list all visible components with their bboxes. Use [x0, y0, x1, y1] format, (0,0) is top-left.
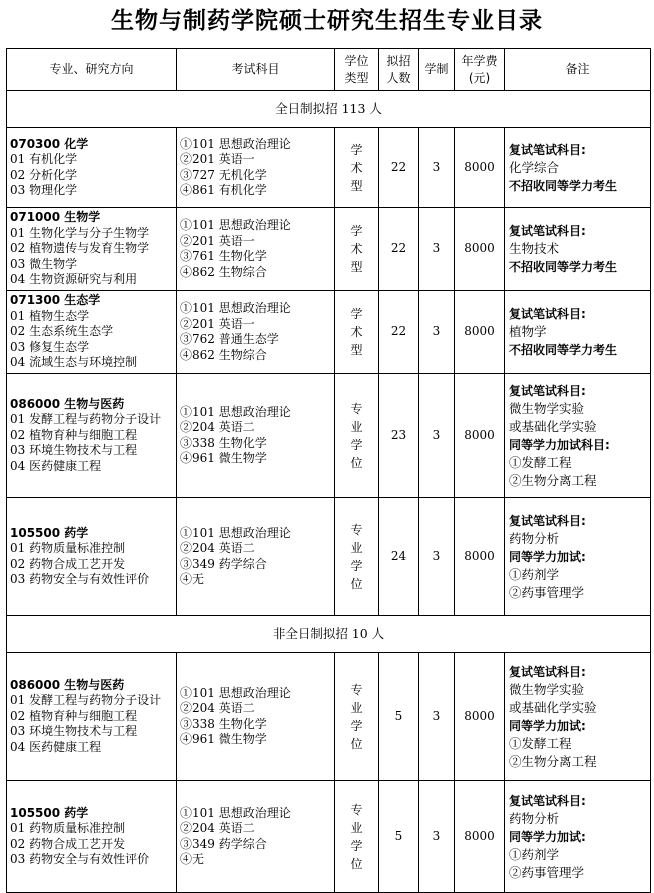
- header-plan-line2: 人数: [386, 70, 411, 85]
- research-direction: 01 生物化学与分子生物学: [10, 225, 150, 240]
- exam-subject: ①101 思想政治理论: [180, 685, 291, 700]
- major-cell: [7, 128, 177, 208]
- header-exam: 考试科目: [177, 49, 335, 91]
- fee-cell: 8000: [455, 128, 505, 208]
- research-direction: 04 医药健康工程: [10, 739, 102, 754]
- note-line: 不招收同等学力考生: [509, 178, 618, 193]
- research-direction: 03 物理化学: [10, 183, 78, 197]
- degree-type-char: 业: [350, 700, 363, 715]
- fee-cell: 8000: [455, 291, 505, 374]
- exam-subject: ②204 英语二: [180, 701, 255, 715]
- research-direction: 01 有机化学: [10, 152, 78, 166]
- research-direction: 02 植物育种与细胞工程: [10, 427, 138, 442]
- exam-subject: ①101 思想政治理论: [180, 218, 291, 232]
- degree-type-char: 学: [350, 142, 363, 157]
- major-cell: [7, 498, 177, 616]
- plan-count-cell: 5: [379, 653, 419, 781]
- research-direction: 01 植物生态学: [10, 308, 90, 323]
- research-direction: 04 生物资源研究与利用: [10, 272, 138, 287]
- plan-count-cell: 22: [379, 128, 419, 208]
- plan-count-cell: 5: [379, 781, 419, 893]
- note-line: ②药事管理学: [509, 584, 585, 600]
- research-direction: 03 环境生物技术与工程: [10, 443, 138, 458]
- header-plan-line1: 拟招: [386, 53, 411, 68]
- note-line: 或基础化学实验: [509, 418, 597, 434]
- header-major: 专业、研究方向: [7, 49, 177, 91]
- plan-count-cell: 24: [379, 498, 419, 616]
- degree-type-char: 位: [350, 736, 363, 751]
- major-name: 105500 药学: [10, 525, 89, 540]
- exam-cell: [177, 208, 335, 291]
- research-direction: 02 植物遗传与发育生物学: [10, 241, 150, 256]
- header-type-line2: 类型: [344, 70, 369, 85]
- degree-type-char: 术: [350, 325, 363, 339]
- table-body: [7, 91, 651, 893]
- degree-type-char: 学: [350, 307, 363, 321]
- header-note: 备注: [505, 49, 651, 91]
- years-cell: 3: [419, 128, 455, 208]
- note-line: 同等学力加试:: [509, 549, 586, 564]
- note-cell: [505, 128, 651, 208]
- exam-subject: ①101 思想政治理论: [180, 805, 291, 820]
- note-cell: [505, 291, 651, 374]
- major-name: 071000 生物学: [10, 210, 101, 225]
- fee-cell: 8000: [455, 653, 505, 781]
- note-line: 生物技术: [509, 241, 560, 256]
- degree-type-char: 业: [350, 419, 363, 434]
- fee-cell: 8000: [455, 498, 505, 616]
- degree-type-char: 位: [350, 455, 363, 470]
- research-direction: 02 分析化学: [10, 167, 78, 182]
- note-cell: [505, 374, 651, 498]
- degree-type-cell: [335, 653, 379, 781]
- plan-count-cell: 22: [379, 291, 419, 374]
- header-fee: [455, 49, 505, 91]
- note-line: 药物分析: [509, 530, 560, 546]
- years-cell: 3: [419, 781, 455, 893]
- research-direction: 03 环境生物技术与工程: [10, 724, 138, 739]
- table-row: [7, 208, 651, 291]
- research-direction: 01 发酵工程与药物分子设计: [10, 693, 162, 708]
- degree-type-char: 业: [350, 540, 363, 555]
- page-title: 生物与制药学院硕士研究生招生专业目录: [111, 8, 543, 34]
- years-cell: 3: [419, 374, 455, 498]
- years-cell: 3: [419, 498, 455, 616]
- section-row: [7, 616, 651, 653]
- research-direction: 01 药物质量标准控制: [10, 821, 126, 835]
- note-line: 微生物学实验: [509, 400, 585, 416]
- research-direction: 02 植物育种与细胞工程: [10, 708, 138, 723]
- note-line: ②生物分离工程: [509, 472, 597, 488]
- research-direction: 04 医药健康工程: [10, 458, 102, 473]
- exam-subject: ③349 药学综合: [180, 556, 267, 571]
- exam-subject: ②201 英语一: [180, 316, 255, 331]
- degree-type-char: 型: [350, 178, 363, 193]
- exam-cell: [177, 653, 335, 781]
- major-name: 105500 药学: [10, 805, 89, 820]
- degree-type-char: 学: [350, 437, 363, 452]
- exam-subject: ③727 无机化学: [180, 167, 267, 182]
- note-cell: [505, 498, 651, 616]
- exam-cell: [177, 498, 335, 616]
- note-line: 植物学: [509, 324, 547, 339]
- exam-cell: [177, 374, 335, 498]
- note-line: 微生物学实验: [509, 681, 585, 697]
- catalog-table: [6, 48, 651, 893]
- exam-subject: ②204 英语二: [180, 420, 255, 434]
- note-line: ②生物分离工程: [509, 753, 597, 769]
- header-fee-line2: (元): [468, 70, 491, 85]
- exam-subject: ③761 生物化学: [180, 249, 267, 263]
- exam-subject: ③762 普通生态学: [180, 332, 279, 346]
- research-direction: 01 药物质量标准控制: [10, 541, 126, 555]
- major-name: 071300 生态学: [10, 293, 101, 308]
- research-direction: 03 药物安全与有效性评价: [10, 852, 150, 866]
- degree-type-char: 专: [350, 682, 363, 697]
- major-cell: [7, 291, 177, 374]
- research-direction: 02 生态系统生态学: [10, 324, 114, 339]
- years-cell: 3: [419, 208, 455, 291]
- degree-type-char: 学: [350, 558, 363, 573]
- note-line: ①药剂学: [509, 566, 560, 582]
- fee-cell: 8000: [455, 781, 505, 893]
- fee-cell: 8000: [455, 208, 505, 291]
- note-line: 不招收同等学力考生: [509, 343, 618, 357]
- exam-subject: ④861 有机化学: [180, 183, 267, 197]
- degree-type-char: 学: [350, 838, 363, 853]
- exam-subject: ②204 英语二: [180, 541, 255, 555]
- note-line: 复试笔试科目:: [509, 224, 586, 238]
- degree-type-cell: [335, 208, 379, 291]
- note-line: 或基础化学实验: [509, 699, 597, 715]
- degree-type-char: 专: [350, 522, 363, 537]
- exam-subject: ④862 生物综合: [180, 347, 267, 362]
- note-line: 复试笔试科目:: [509, 307, 586, 321]
- degree-type-char: 位: [350, 576, 363, 591]
- major-cell: [7, 653, 177, 781]
- research-direction: 03 修复生态学: [10, 339, 90, 354]
- note-line: ①药剂学: [509, 846, 560, 862]
- degree-type-cell: [335, 291, 379, 374]
- table-row: [7, 128, 651, 208]
- section-label: 非全日制拟招 10 人: [7, 616, 651, 653]
- exam-subject: ④无: [180, 572, 205, 586]
- research-direction: 02 药物合成工艺开发: [10, 836, 126, 851]
- degree-type-char: 学: [350, 718, 363, 733]
- note-line: ①发酵工程: [509, 454, 572, 470]
- header-plan: [379, 49, 419, 91]
- major-name: 070300 化学: [10, 136, 89, 151]
- exam-cell: [177, 291, 335, 374]
- degree-type-cell: [335, 781, 379, 893]
- degree-type-char: 位: [350, 856, 363, 871]
- research-direction: 03 药物安全与有效性评价: [10, 572, 150, 586]
- note-line: 不招收同等学力考生: [509, 260, 618, 274]
- exam-subject: ④无: [180, 852, 205, 866]
- exam-subject: ④961 微生物学: [180, 451, 267, 465]
- exam-subject: ②204 英语二: [180, 821, 255, 835]
- note-line: 复试笔试科目:: [509, 383, 586, 398]
- table-row: [7, 291, 651, 374]
- degree-type-cell: [335, 498, 379, 616]
- note-cell: [505, 208, 651, 291]
- degree-type-cell: [335, 128, 379, 208]
- note-cell: [505, 781, 651, 893]
- note-line: ①发酵工程: [509, 735, 572, 751]
- exam-subject: ①101 思想政治理论: [180, 525, 291, 540]
- degree-type-char: 型: [350, 260, 363, 274]
- research-direction: 01 发酵工程与药物分子设计: [10, 412, 162, 427]
- plan-count-cell: 22: [379, 208, 419, 291]
- exam-subject: ③338 生物化学: [180, 716, 267, 731]
- degree-type-char: 型: [350, 343, 363, 357]
- degree-type-char: 术: [350, 242, 363, 256]
- major-cell: [7, 208, 177, 291]
- major-name: 086000 生物与医药: [10, 677, 125, 692]
- exam-subject: ②201 英语一: [180, 233, 255, 248]
- note-line: 复试笔试科目:: [509, 664, 586, 679]
- exam-subject: ③338 生物化学: [180, 435, 267, 450]
- research-direction: 04 流域生态与环境控制: [10, 355, 138, 370]
- table-row: [7, 374, 651, 498]
- note-line: 复试笔试科目:: [509, 513, 586, 528]
- header-row: [7, 49, 651, 91]
- degree-type-char: 专: [350, 401, 363, 416]
- exam-subject: ①101 思想政治理论: [180, 404, 291, 419]
- research-direction: 02 药物合成工艺开发: [10, 556, 126, 571]
- exam-subject: ④862 生物综合: [180, 264, 267, 279]
- note-line: 复试笔试科目:: [509, 793, 586, 808]
- exam-subject: ④961 微生物学: [180, 732, 267, 746]
- table-row: [7, 498, 651, 616]
- note-line: 复试笔试科目:: [509, 142, 586, 157]
- major-cell: [7, 374, 177, 498]
- note-line: ②药事管理学: [509, 864, 585, 880]
- major-name: 086000 生物与医药: [10, 396, 125, 411]
- header-years: 学制: [419, 49, 455, 91]
- fee-cell: 8000: [455, 374, 505, 498]
- section-label: 全日制拟招 113 人: [7, 91, 651, 128]
- degree-type-cell: [335, 374, 379, 498]
- section-row: [7, 91, 651, 128]
- degree-type-char: 术: [350, 160, 363, 175]
- major-cell: [7, 781, 177, 893]
- table-row: [7, 653, 651, 781]
- header-degree-type: [335, 49, 379, 91]
- years-cell: 3: [419, 291, 455, 374]
- table-row: [7, 781, 651, 893]
- note-line: 同等学力加试:: [509, 718, 586, 733]
- degree-type-char: 业: [350, 820, 363, 835]
- plan-count-cell: 23: [379, 374, 419, 498]
- header-fee-line1: 年学费: [461, 53, 498, 68]
- exam-subject: ②201 英语一: [180, 152, 255, 166]
- research-direction: 03 微生物学: [10, 256, 78, 271]
- note-line: 药物分析: [509, 810, 560, 826]
- note-cell: [505, 653, 651, 781]
- exam-subject: ①101 思想政治理论: [180, 136, 291, 151]
- degree-type-char: 专: [350, 802, 363, 817]
- note-line: 同等学力加试科目:: [509, 437, 610, 452]
- years-cell: 3: [419, 653, 455, 781]
- exam-cell: [177, 128, 335, 208]
- header-type-line1: 学位: [344, 53, 369, 68]
- exam-cell: [177, 781, 335, 893]
- exam-subject: ③349 药学综合: [180, 836, 267, 851]
- degree-type-char: 学: [350, 224, 363, 238]
- note-line: 同等学力加试:: [509, 829, 586, 844]
- exam-subject: ①101 思想政治理论: [180, 301, 291, 315]
- note-line: 化学综合: [509, 159, 560, 175]
